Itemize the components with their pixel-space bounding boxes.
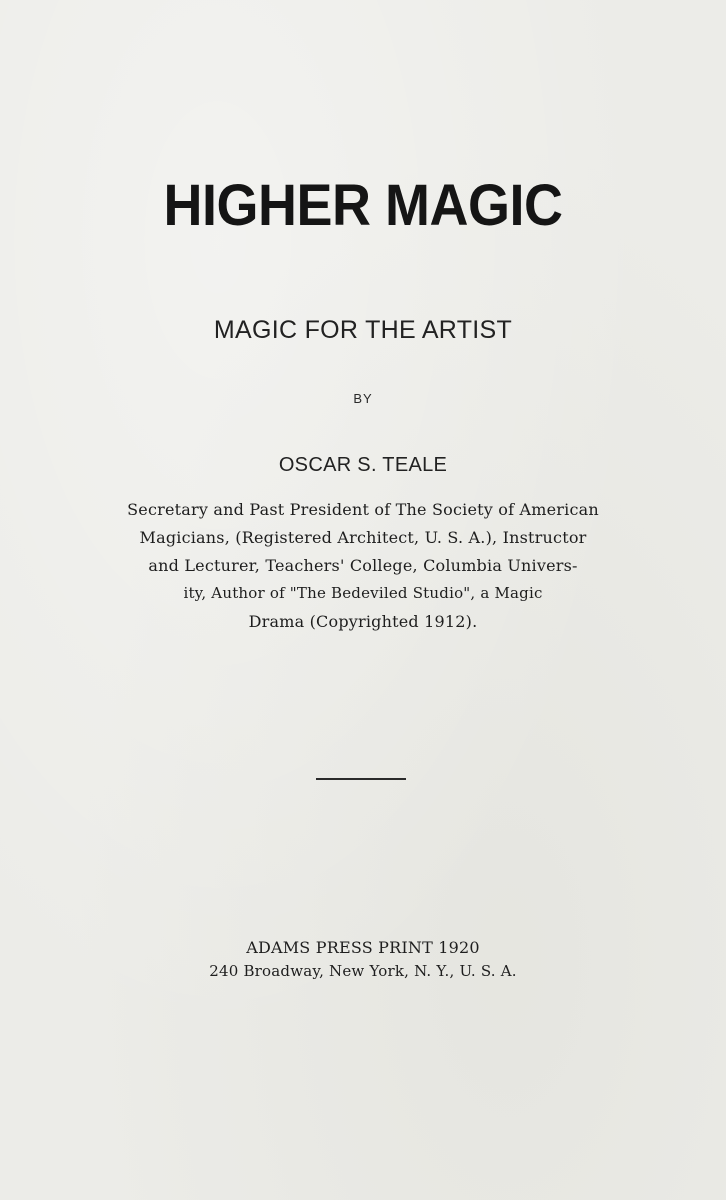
author-credentials-line: and Lecturer, Teachers' College, Columbia Univers- [148,556,578,575]
author-name: OSCAR S. TEALE [278,454,448,476]
author-credentials-line: Magicians, (Registered Architect, U. S. A.), Instructor [139,528,587,547]
publisher-address: 240 Broadway, New York, N. Y., U. S. A. [209,962,517,980]
author-credentials-line: Drama (Copyrighted 1912). [248,612,478,631]
author-credentials-line: Secretary and Past President of The Society of American [127,500,599,519]
book-subtitle: MAGIC FOR THE ARTIST [213,316,513,344]
byline-label: BY [353,391,373,406]
publisher-imprint: ADAMS PRESS PRINT 1920 [246,938,480,957]
author-credentials-line: ity, Author of "The Bedeviled Studio", a Magic [183,584,543,602]
book-title: HIGHER MAGIC [163,173,563,238]
divider-rule [316,778,406,780]
